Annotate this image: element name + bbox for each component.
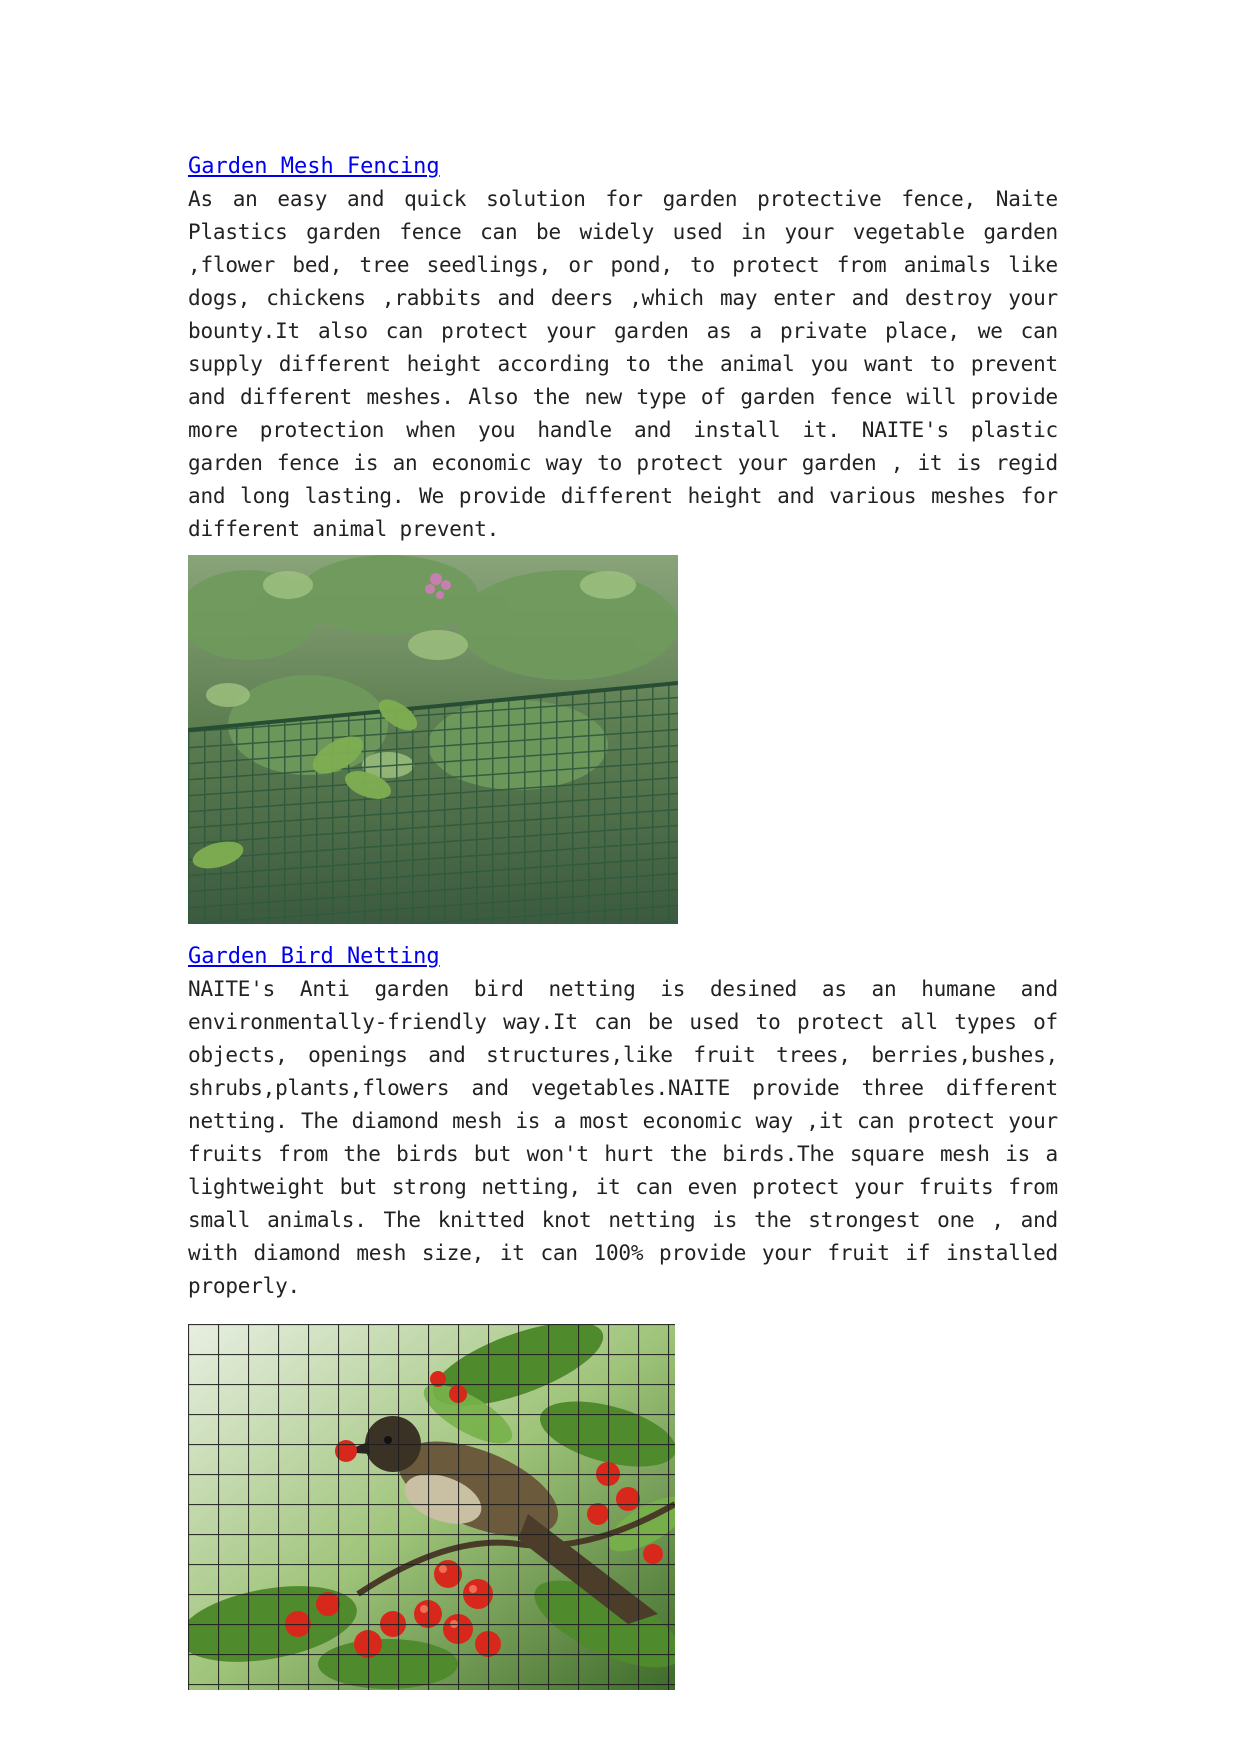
garden-mesh-fencing-description: As an easy and quick solution for garden protective fence, Naite Plastics garden fence can be widely used in your vegetable garden ,flower bed, tree seedlings, or pond, to protect from animals like dogs, chickens ,rabbits and deers ,which may enter and destroy your bounty.It also can protect your garden as a private place, we can supply different height according to the animal you want to prevent and different meshes. Also the new type of garden fence will provide more protection when you handle and install it. NAITE's plastic garden fence is an economic way to protect your garden , it is regid and long lasting. We provide different height and various meshes for different animal prevent. <box>188 187 1058 541</box>
garden-fence-photo <box>188 555 678 924</box>
document-page <box>188 150 1058 1690</box>
bird-netting-photo <box>188 1324 675 1690</box>
garden-mesh-fencing-link[interactable]: Garden Mesh Fencing <box>188 154 440 179</box>
garden-bird-netting-description: NAITE's Anti garden bird netting is desined as an humane and environmentally-friendly way.It can be used to protect all types of objects, openings and structures,like fruit trees, berries,bushes, shrubs,plants,flowers and vegetables.NAITE provide three different netting. The diamond mesh is a most economic way ,it can protect your fruits from the birds but won't hurt the birds.The square mesh is a lightweight but strong netting, it can even protect your fruits from small animals. The knitted knot netting is the strongest one , and with diamond mesh size, it can 100% provide your fruit if installed properly. <box>188 977 1058 1298</box>
garden-bird-netting-link[interactable]: Garden Bird Netting <box>188 944 440 969</box>
